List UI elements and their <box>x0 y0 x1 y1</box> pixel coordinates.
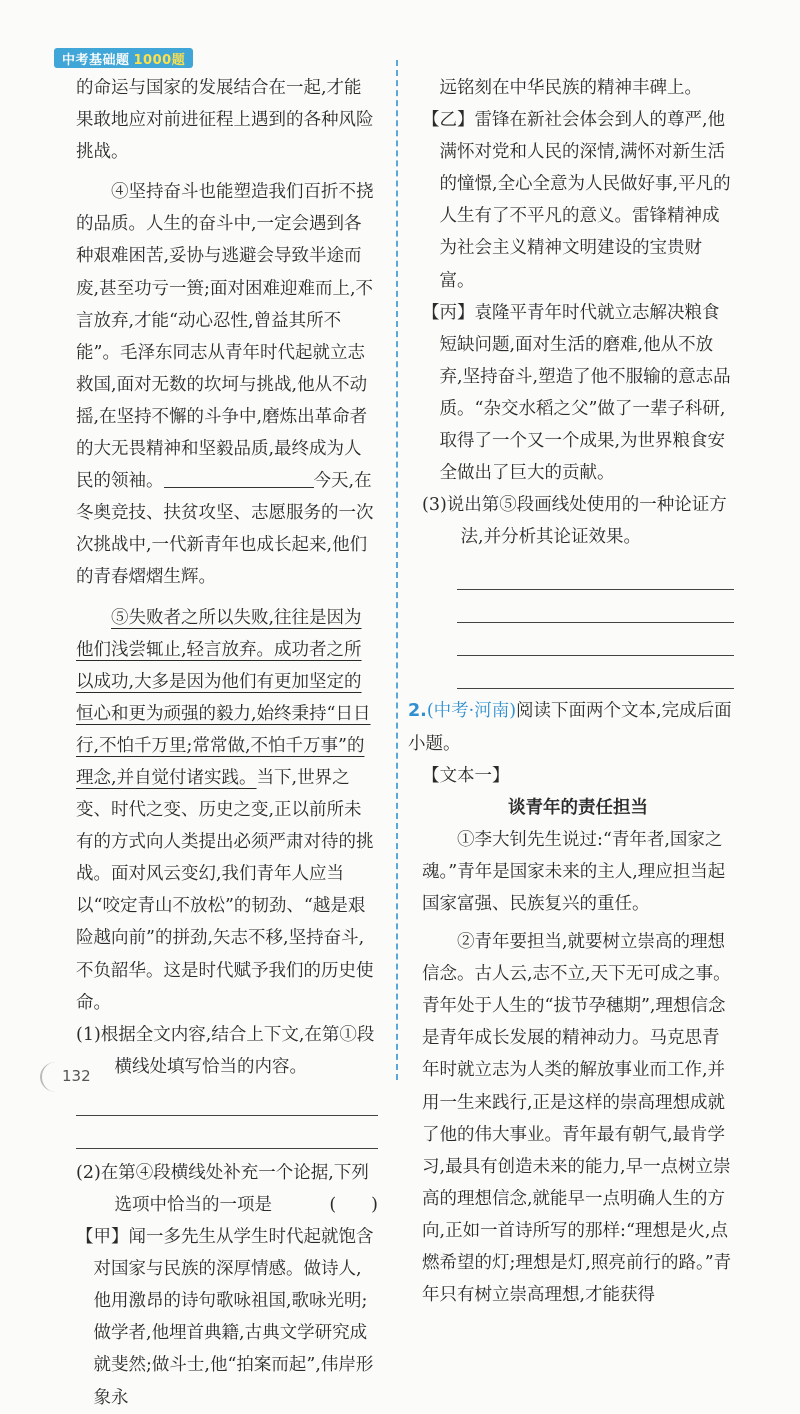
question-number: 2. <box>408 701 427 722</box>
left-column <box>76 72 378 1414</box>
article-paragraph-1: ①李大钊先生说过:“青年者,国家之魂。”青年是国家未来的主人,理应担当起国家富强、民族复兴的重任。 <box>422 829 726 914</box>
question-source: (中考·河南) <box>426 701 517 722</box>
answer-line[interactable] <box>457 557 734 590</box>
paragraph-4 <box>76 176 378 593</box>
paragraph-5-rest: 当下,世界之变、时代之变、历史之变,正以前所未有的方式向人类提出必须严肃对待的挑战。面对风云变幻,我们青年人应当以“咬定青山不放松”的韧劲、“越是艰险越向前”的拼劲,矢志不移,坚持奋斗,不负韶华。这是时代赋予我们的历史使命。 <box>76 767 374 1013</box>
series-count: 1000题 <box>133 52 186 68</box>
question-1: (1)根据全文内容,结合上下文,在第①段横线处填写恰当的内容。 <box>76 1024 375 1077</box>
option-bing: 【丙】袁隆平青年时代就立志解决粮食短缺问题,面对生活的磨难,他从不放弃,坚持奋斗,塑造了他不服输的意志品质。“杂交水稻之父”做了一辈子科研,取得了一个又一个成果,为世界粮食安全做出了巨大的贡献。 <box>422 302 731 484</box>
answer-line[interactable] <box>457 656 734 689</box>
question-2 <box>76 1157 378 1221</box>
option-jia: 【甲】闻一多先生从学生时代起就饱含对国家与民族的深厚情感。做诗人,他用激昂的诗句歌咏祖国,歌咏光明;做学者,他埋首典籍,古典文学研究成就斐然;做斗士,他“拍案而起”,伟岸形象永 <box>76 1227 374 1408</box>
answer-parenthesis[interactable]: ( ) <box>329 1195 378 1215</box>
question-2-text: (2)在第④段横线处补充一个论据,下列选项中恰当的一项是 <box>76 1162 369 1215</box>
question-2-heading <box>408 695 734 759</box>
text-one-label: 【文本一】 <box>422 765 510 786</box>
series-title: 中考基础题 <box>62 52 130 68</box>
answer-line[interactable] <box>76 1083 378 1116</box>
paragraph-5-underlined: ⑤失败者之所以失败,往往是因为他们浅尝辄止,轻言放弃。成功者之所以成功,大多是因为他们有更加坚定的恒心和更为顽强的毅力,始终秉持“日日行,不怕千万里;常常做,不怕千万事”的理念,并自觉付诸实践。 <box>76 607 371 788</box>
option-jia-continued: 远铭刻在中华民族的精神丰碑上。 <box>439 78 702 98</box>
article-paragraph-2: ②青年要担当,就要树立崇高的理想信念。古人云,志不立,天下无可成之事。青年处于人生的“拔节孕穗期”,理想信念是青年成长发展的精神动力。马克思青年时就立志为人类的解放事业而工作,并用一生来践行,正是这样的崇高理想成就了他的伟大事业。青年最有朝气,最肯学习,最具有创造未来的能力,早一点树立崇高的理想信念,就能早一点明确人生的方向,正如一首诗所写的那样:“理想是火,点燃希望的灯;理想是灯,照亮前行的路。”青年只有树立崇高理想,才能获得 <box>422 932 732 1306</box>
column-divider <box>396 60 398 1080</box>
paragraph-4-text: ④坚持奋斗也能塑造我们百折不挠的品质。人生的奋斗中,一定会遇到各种艰难困苦,妥协与逃避会导致半途而废,甚至功亏一篑;面对困难迎难而上,不言放弃,才能“动心忍性,曾益其所不能”。毛泽东同志从青年时代起就立志救国,面对无数的坎坷与挑战,他从不动摇,在坚持不懈的斗争中,磨炼出革命者的大无畏精神和坚毅品质,最终成为人民的领袖。 <box>76 182 374 492</box>
paragraph-3-end: 的命运与国家的发展结合在一起,才能果敢地应对前进征程上遇到的各种风险挑战。 <box>76 78 374 163</box>
option-yi: 【乙】雷锋在新社会体会到人的尊严,他满怀对党和人民的深情,满怀对新生活的憧憬,全心全意为人民做好事,平凡的人生有了不平凡的意义。雷锋精神成为社会主义精神文明建设的宝贵财富。 <box>422 110 731 291</box>
answer-line[interactable] <box>76 1116 378 1149</box>
right-column <box>408 72 734 1311</box>
answer-line[interactable] <box>457 590 734 623</box>
answer-blank-inline[interactable] <box>164 469 314 488</box>
question-3: (3)说出第⑤段画线处使用的一种论证方法,并分析其论证效果。 <box>422 495 727 548</box>
series-badge <box>54 48 193 68</box>
paragraph-5 <box>76 602 378 1019</box>
article-title: 谈青年的责任担当 <box>508 797 648 818</box>
question-instruction: 阅读下面两个文本,完成后面小题。 <box>408 701 732 754</box>
answer-line[interactable] <box>457 623 734 656</box>
page-number: 132 <box>62 1067 91 1085</box>
paragraph-4-tail: 今天,在冬奥竞技、扶贫攻坚、志愿服务的一次次挑战中,一代新青年也成长起来,他们的青春熠熠生辉。 <box>76 471 374 588</box>
